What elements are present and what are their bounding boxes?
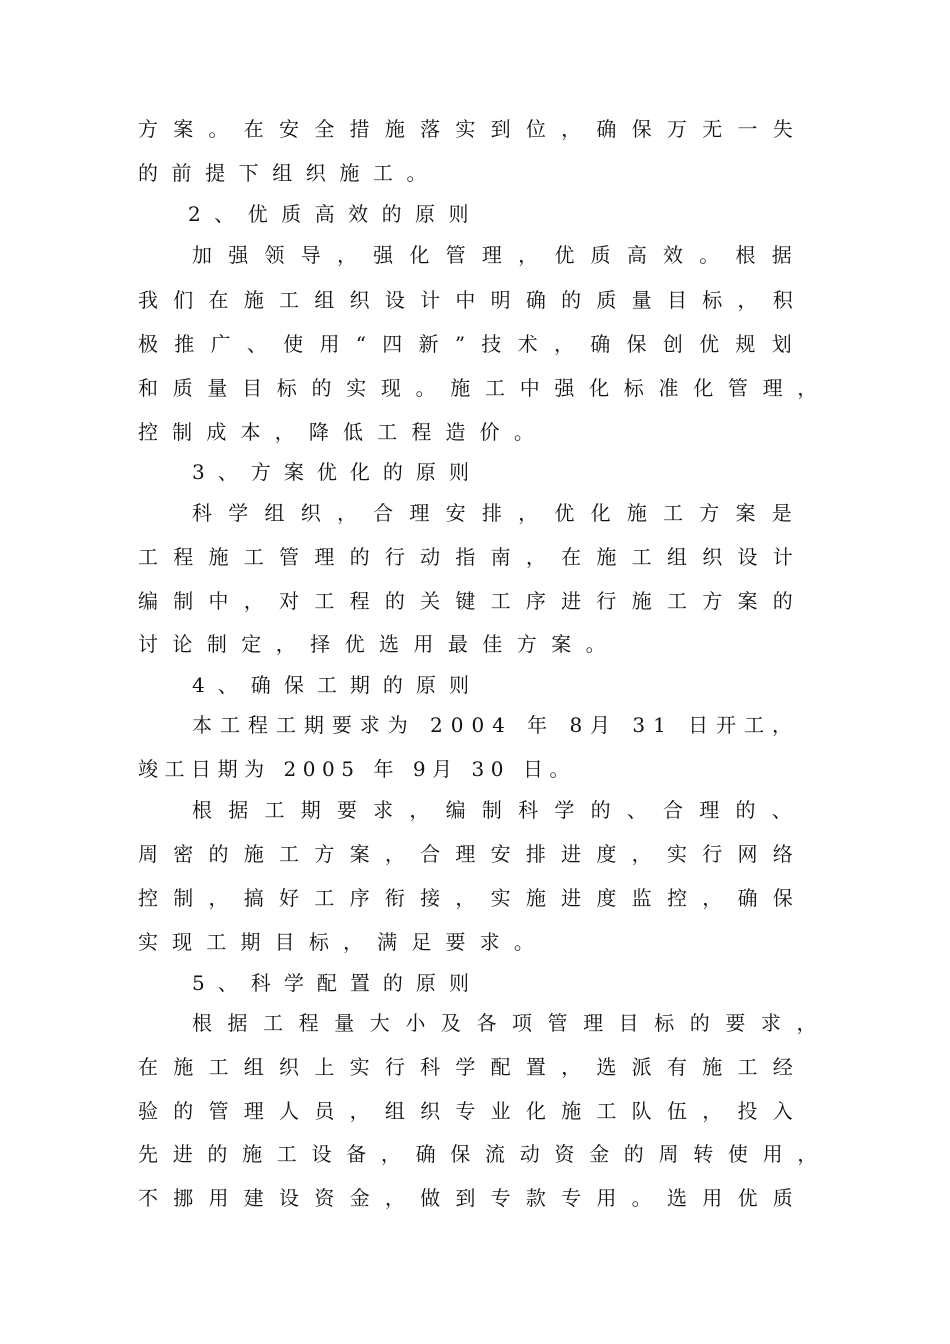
text-line bbox=[0, 327, 950, 361]
text-line bbox=[0, 627, 950, 661]
text-line bbox=[0, 752, 950, 786]
line-text: 验的管理人员，组织专业化施工队伍，投入 bbox=[138, 1099, 808, 1123]
line-text: 我们在施工组织设计中明确的质量目标，积 bbox=[138, 288, 808, 312]
text-line bbox=[0, 837, 950, 871]
text-line bbox=[0, 112, 950, 146]
line-text: 竣工日期为 2005 年 9月 30 日。 bbox=[138, 757, 576, 781]
text-line bbox=[0, 1006, 950, 1040]
line-text: 实现工期目标，满足要求。 bbox=[138, 930, 548, 954]
text-line bbox=[0, 1137, 950, 1171]
text-line bbox=[0, 415, 950, 449]
text-line bbox=[0, 496, 950, 530]
line-text: 本工程工期要求为 2004 年 8月 31 日开工， bbox=[192, 713, 800, 737]
text-line bbox=[0, 156, 950, 190]
line-text: 加强领导，强化管理，优质高效。根据 bbox=[192, 243, 808, 267]
text-line bbox=[0, 793, 950, 827]
line-text: 工程施工管理的行动指南，在施工组织设计 bbox=[138, 545, 808, 569]
text-line bbox=[0, 283, 950, 317]
text-line bbox=[0, 925, 950, 959]
text-line bbox=[0, 881, 950, 915]
section-heading bbox=[0, 455, 950, 489]
section-heading bbox=[0, 668, 950, 702]
line-text: 方案。在安全措施落实到位，确保万无一失 bbox=[138, 117, 808, 141]
line-text: 根据工期要求，编制科学的、合理的、 bbox=[192, 798, 808, 822]
text-line bbox=[0, 708, 950, 742]
line-text: 2、优质高效的原则 bbox=[188, 202, 482, 226]
line-text: 讨论制定，择优选用最佳方案。 bbox=[138, 632, 620, 656]
line-text: 极推广、使用“四新”技术，确保创优规划 bbox=[138, 332, 808, 356]
line-text: 的前提下组织施工。 bbox=[138, 161, 440, 185]
line-text: 5、科学配置的原则 bbox=[192, 971, 482, 995]
text-line bbox=[0, 540, 950, 574]
text-line bbox=[0, 584, 950, 618]
text-line bbox=[0, 371, 950, 405]
section-heading bbox=[0, 197, 950, 231]
line-text: 周密的施工方案，合理安排进度，实行网络 bbox=[138, 842, 808, 866]
line-text: 在施工组织上实行科学配置，选派有施工经 bbox=[138, 1055, 808, 1079]
text-line bbox=[0, 1094, 950, 1128]
text-line bbox=[0, 238, 950, 272]
line-text: 编制中，对工程的关键工序进行施工方案的 bbox=[138, 589, 808, 613]
line-text: 4、确保工期的原则 bbox=[192, 673, 482, 697]
text-line bbox=[0, 1050, 950, 1084]
line-text: 3、方案优化的原则 bbox=[192, 460, 482, 484]
line-text: 先进的施工设备，确保流动资金的周转使用， bbox=[138, 1142, 832, 1166]
line-text: 和质量目标的实现。施工中强化标准化管理， bbox=[138, 376, 832, 400]
line-text: 科学组织，合理安排，优化施工方案是 bbox=[192, 501, 808, 525]
text-line bbox=[0, 1181, 950, 1215]
section-heading bbox=[0, 966, 950, 1000]
line-text: 控制成本，降低工程造价。 bbox=[138, 420, 548, 444]
line-text: 控制，搞好工序衔接，实施进度监控，确保 bbox=[138, 886, 808, 910]
line-text: 不挪用建设资金，做到专款专用。选用优质 bbox=[138, 1186, 808, 1210]
line-text: 根据工程量大小及各项管理目标的要求， bbox=[192, 1011, 832, 1035]
